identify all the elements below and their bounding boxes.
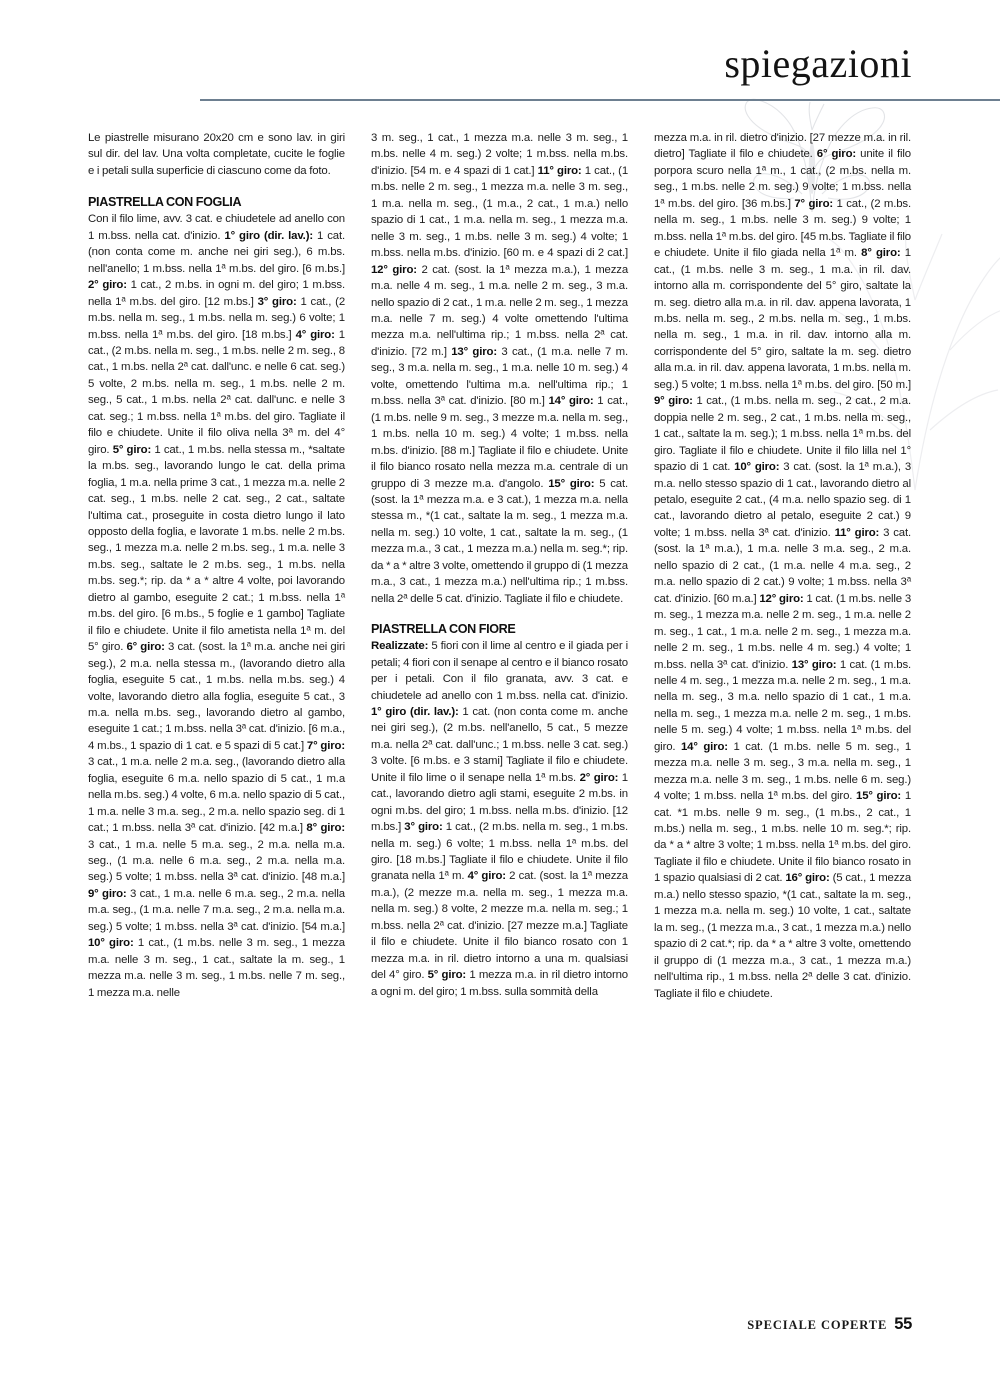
foglia-instructions: Con il filo lime, avv. 3 cat. e chiudetele ad anello con 1 m.bss. nella cat. d'inizio. 1° giro (dir. lav.): 1 cat. (non conta come m. anche nei giri seg.), 6 m.bs. nell'anello; 1 m.bss. nella 1$^a$ m.bs. del giro. [6 m.bs.] 2° giro: 1 cat., 2 m.bs. in ogni m. del giro; 1 m.bss. nella 1$^a$ m.bs. del giro. [12 m.bs.] 3° giro: 1 cat., (2 m.bs. nella m. seg., 1 m.bs. nella m. seg.) 6 volte; 1 m.bss. nella 1$^a$ m.bs. del giro. [18 m.bs.] 4° giro: 1 cat., (2 m.bs. nella m. seg., 1 m.bs. nelle 2 m. seg., 8 cat., 1 m.bs. nella 2$^a$ cat. dall'unc. e nelle 6 cat. seg.) 5 volte, 2 m.bs. nella m. seg., 1 m.bs. nelle 2 m. seg., 5 cat., 1 m.bs. nella 2$^a$ cat. dall'unc. e nelle 3 cat. seg.; 1 m.bss. nella 1$^a$ m.bs. del giro. Tagliate il filo e chiudete. Unite il filo oliva nella 3$^a$ m. del 4° giro. 5° giro: 1 cat., 1 m.bs. nella stessa m., *saltate la m.bs. seg., lavorando lungo le cat. della prima foglia, 1 m.a. nella prime 3 cat., 1 mezza m.a. nelle 2 cat. seg., 1 m.bs. nelle 2 cat. seg., 2 cat., saltate l'ultima cat., proseguite in costa dietro lungo il lato opposto della foglia, e lavorate 1 m.bs. nelle 2 m.bs. seg., 1 mezza m.a. nelle 2 m.bs. seg., 1 m.a. nelle 3 m.bs. seg., saltate le 2 m.bs. seg., 1 m.bs. nella m.bs. seg.*; rip. da * a * altre 4 volte, poi lavorando dietro al gambo, eseguite 2 cat.; 1 m.bss. nella 1$^a$ m.bs. del giro. [6 m.bs., 5 foglie e 1 gambo] Tagliate il filo e chiudete. Unite il filo ametista nella 1$^a$ m. del 5° giro. 6° giro: 3 cat. (sost. la 1$^a$ m.a. anche nei giri seg.), 2 m.a. nella stessa m., (lavorando dietro alla foglia, eseguite 5 cat., 1 m.bs. nella m.bs. seg.) 4 volte, lavorando dietro alla foglia, eseguite 5 cat., 3 m.a. nella m.bs. seg., lavorando dietro al gambo, eseguite 1 cat.; 1 m.bss. nella 3$^a$ cat. d'inizio. [6 m.a., 4 m.bs., 1 spazio di 1 cat. e 5 spazi di 5 cat.] 7° giro: 3 cat., 1 m.a. nelle 2 m.a. seg., (lavorando dietro alla foglia, eseguite 6 m.a. nello spazio di 5 cat., 1 m.a nella m.bs. seg.) 4 volte, 6 m.a. nello spazio di 5 cat., 1 m.a. nelle 3 m.a. seg., 2 m.a. nello spazio seg. di 1 cat.; 1 m.bss. nella 3$^a$ cat. d'inizio. [42 m.a.] 8° giro: 3 cat., 1 m.a. nelle 5 m.a. seg., 2 m.a. nella m.a. seg., (1 m.a. nelle 6 m.a. seg., 2 m.a. nella m.a. seg.) 5 volte; 1 m.bss. nella 3$^a$ cat. d'inizio. [48 m.a.] 9° giro: 3 cat., 1 m.a. nelle 6 m.a. seg., 2 m.a. nella m.a. seg., (1 m.a. nelle 7 m.a. seg., 2 m.a. nella m.a. seg.) 5 volte; 1 m.bss. nella 3$^a$ cat. d'inizio. [54 m.a.] 10° giro: 1 cat., (1 m.bs. nelle 3 m. seg., 1 mezza m.a. nelle 3 m. seg., 1 cat., saltate la m. seg., 1 mezza m.a. nelle 3 m. seg., 1 m.bs. nelle 7 m. seg., 1 mezza m.a. nelle	[88, 213, 346, 999]
foglia-instructions-cont: 3 m. seg., 1 cat., 1 mezza m.a. nelle 3 m. seg., 1 m.bs. nelle 4 m. seg.) 2 volte; 1 m.bss. nella m.bs. d'inizio. [54 m. e 4 spazi di 1 cat.] 11° giro: 1 cat., (1 m.bs. nelle 2 m. seg., 1 mezza m.a. nelle 3 m. seg., 1 m.a. nella m. seg., (1 m.a., 2 cat., 1 m.a.) nello spazio di 1 cat., 1 m.a. nella m. seg., 1 mezza m.a. nelle 3 m. seg., 1 m.bs. nelle 3 m. seg.) 4 volte; 1 m.bss. nella m.bs. d'inizio. [60 m. e 4 spazi di 2 cat.] 12° giro: 2 cat. (sost. la 1$^a$ mezza m.a.), 1 mezza m.a. nelle 4 m. seg., 1 m.a. nelle 2 m. seg., 3 m.a. nello spazio di 2 cat., 1 m.a. nelle 2 m. seg., 1 mezza m.a. nelle 7 m. seg.) 4 volte omettendo l'ultima mezza m.a. nell'ultima rip.; 1 m.bss. nella 2$^a$ cat. d'inizio. [72 m.] 13° giro: 3 cat., (1 m.a. nelle 7 m. seg., 3 m.a. nella m. seg., 1 m.a. nelle 10 m. seg.) 4 volte, omettendo l'ultima m.a. nell'ultima rip.; 1 m.bss. nella 3$^a$ cat. d'inizio. [80 m.] 14° giro: 1 cat., (1 m.bs. nelle 9 m. seg., 3 mezze m.a. nella m. seg., 1 m.bs. nella 10 m. seg.) 4 volte; 1 m.bss. nella m.bs. d'inizio. [88 m.] Tagliate il filo e chiudete. Unite il filo bianco rosato nella mezza m.a. centrale di un gruppo di 3 mezze m.a. d'angolo. 15° giro: 5 cat. (sost. la 1$^a$ mezza m.a. e 3 cat.), 1 mezza m.a. nella stessa m., *(1 cat., saltate la m. seg., 1 mezza m.a. nella m. seg.) 10 volte, 1 cat., saltate la m. seg., (1 mezza m.a., 3 cat., 1 mezza m.a.) nella m. seg.*; rip. da * a * altre 3 volte, omettendo il gruppo di (1 mezza m.a., 3 cat., 1 mezza m.a.) nell'ultima rip.; 1 m.bss. nella 2$^a$ delle 5 cat. d'inizio. Tagliate il filo e chiudete.	[371, 132, 629, 605]
column-3-text	[654, 130, 911, 1002]
heading-piastrella-con-foglia: PIASTRELLA CON FOGLIA	[88, 195, 242, 210]
column-1	[88, 130, 345, 1290]
intro-paragraph: Le piastrelle misurano 20x20 cm e sono lav. in giri sul dir. del lav. Una volta completate, cucite le foglie e i petali sulla superficie di ciascuno come da foto.	[88, 132, 345, 177]
column-1-text	[88, 130, 345, 1001]
heading-piastrella-con-fiore: PIASTRELLA CON FIORE	[371, 622, 516, 637]
page-masthead	[0, 0, 1000, 120]
page-title: spiegazioni	[724, 41, 912, 86]
fiore-instructions: Realizzate: 5 fiori con il lime al centro e il giada per i petali; 4 fiori con il senape al centro e il bianco rosato per i petali. Con il filo granata, avv. 3 cat. e chiudetele ad anello con 1 m.bss. nella cat. d'inizio. 1° giro (dir. lav.): 1 cat. (non conta come m. anche nei giri seg.), (2 m.bs. nell'anello, 5 cat., 5 mezze m.a. nella 2$^a$ cat. dall'unc.; 1 m.bss. nelle 3 cat. seg.) 3 volte. [6 m.bs. e 3 stami] Tagliate il filo e chiudete. Unite il filo lime o il senape nella 1$^a$ m.bs. 2° giro: 1 cat., lavorando dietro agli stami, eseguite 2 m.bs. in ogni m.bs. del giro; 1 m.bss. nella m.bs. d'inizio. [12 m.bs.] 3° giro: 1 cat., (2 m.bs. nella m. seg., 1 m.bs. nella m. seg.) 6 volte; 1 m.bss. nella 1$^a$ m.bs. del giro. [18 m.bs.] Tagliate il filo e chiudete. Unite il filo granata nella 1$^a$ m. 4° giro: 2 cat. (sost. la 1$^a$ mezza m.a.), (2 mezze m.a. nella m. seg., 1 mezza m.a. nella m. seg.) 8 volte, 2 mezze m.a. nella m. seg.; 1 m.bss. nella 2$^a$ cat. d'inizio. [27 mezze m.a.] Tagliate il filo e chiudete. Unite il filo bianco rosato con 1 mezza m.a. in ril. dietro intorno a una m. qualsiasi del 4° giro. 5° giro: 1 mezza m.a. in ril dietro intorno a ogni m. del giro; 1 m.bss. sulla sommità della	[371, 640, 628, 998]
page-number: 55	[894, 1315, 912, 1333]
column-2	[371, 130, 628, 1290]
page-footer	[747, 1315, 912, 1334]
publication-name: SPECIALE COPERTE	[747, 1318, 888, 1332]
fiore-instructions-cont: mezza m.a. in ril. dietro d'inizio. [27 mezze m.a. in ril. dietro] Tagliate il filo e chiudete. 6° giro: unite il filo porpora scuro nella 1$^a$ m., 1 cat., (2 m.bs. nella m. seg., 1 m.bs. nelle 2 m. seg.) 9 volte; 1 m.bss. nella 1$^a$ m.bs. del giro. [36 m.bs.] 7° giro: 1 cat., (2 m.bs. nella m. seg., 1 m.bs. nelle 3 m. seg.) 9 volte; 1 m.bss. nella 1$^a$ m.bs. del giro. [45 m.bs. Tagliate il filo e chiudete. Unite il filo giada nella 1$^a$ m. 8° giro: 1 cat., (1 m.bs. nelle 3 m. seg., 1 m.a. in ril. dav. intorno alla m. corrispondente del 5° giro, saltate la m. seg. dietro alla m.a. in ril. dav. appena lavorata, 1 m.bs. nella m. seg., 2 m.bs. nella m. seg., 1 m.bs. nella m. seg., 1 m.a. in ril. dav. intorno alla m. corrispondente del 5° giro, saltate la m. seg. dietro alla m.a. in ril. dav. appena lavorata, 1 m.bs. nella m. seg.) 5 volte; 1 m.bss. nella 1$^a$ m.bs. del giro. [50 m.] 9° giro: 1 cat., (1 m.bs. nella m. seg., 2 cat., 2 m.a. doppia nelle 2 m. seg., 2 cat., 1 m.bs. nella m. seg., 1 cat., saltate la m. seg.); 1 m.bss. nella 1$^a$ m.bs. del giro. Tagliate il filo e chiudete. Unite il filo lilla nel 1° spazio di 1 cat. 10° giro: 3 cat. (sost. la 1$^a$ m.a.), 3 m.a. nello stesso spazio di 1 cat., lavorando dietro al petalo, eseguite 2 cat., (4 m.a. nello spazio seg. di 1 cat., lavorando dietro al petalo, eseguite 2 cat.) 9 volte; 1 m.bss. nella 3$^a$ cat. d'inizio. 11° giro: 3 cat. (sost. la 1$^a$ m.a.), 1 m.a. nelle 3 m.a. seg., 2 m.a. nello spazio di 2 cat., (1 m.a. nelle 4 m.a. seg., 2 m.a. nello spazio di 2 cat.) 9 volte; 1 m.bss. nella 3$^a$ cat. d'inizio. [60 m.a.] 12° giro: 1 cat. (1 m.bs. nelle 3 m. seg., 1 mezza m.a. nelle 2 m. seg., 1 m.a. nelle 2 m. seg., 1 cat., 1 m.a. nelle 2 m. seg., 1 mezza m.a. nelle 2 m. seg., 1 m.bs. nelle 4 m. seg.) 4 volte; 1 m.bss. nella 3$^a$ cat. d'inizio. 13° giro: 1 cat. (1 m.bs. nelle 4 m. seg., 1 mezza m.a. nelle 2 m. seg., 1 m.a. nella m. seg., 3 m.a. nello spazio di 1 cat., 1 m.a. nella m. seg., 1 mezza m.a. nelle 2 m. seg., 1 m.bs. nelle 5 m. seg.) 4 volte; 1 m.bss. nella 1$^a$ m.bs. del giro. 14° giro: 1 cat. (1 m.bs. nelle 5 m. seg., 1 mezza m.a. nelle 3 m. seg., 3 m.a. nella m. seg., 1 mezza m.a. nelle 3 m. seg., 1 m.bs. nelle 6 m. seg.) 4 volte; 1 m.bss. nella 1$^a$ m.bs. del giro. 15° giro: 1 cat. *1 m.bs. nelle 9 m. seg., (1 m.bs., 2 cat., 1 m.bs.) nella m. seg., 1 m.bs. nelle 10 m. seg.*; rip. da * a * altre 3 volte; 1 m.bss. nella 1$^a$ m.bs. del giro. Tagliate il filo e chiudete. Unite il filo bianco rosato in 1 spazio qualsiasi di 2 cat. 16° giro: (5 cat., 1 mezza m.a.) nello stesso spazio, *(1 cat., saltate la m. seg., 1 mezza m.a. nella m. seg.) 10 volte, 1 cat., saltate la m. seg., (1 mezza m.a., 3 cat., 1 mezza m.a.) nello spazio di 2 cat.*; rip. da * a * altre 3 volte, omettendo il gruppo di (1 mezza m.a., 3 cat., 1 mezza m.a.) nell'ultima rip., 1 m.bss. nella 2$^a$ delle 3 cat. d'inizio. Tagliate il filo e chiudete.	[654, 132, 912, 1000]
masthead-divider	[200, 99, 1000, 101]
column-2-text	[371, 130, 628, 1000]
article-columns	[88, 130, 912, 1290]
column-3	[654, 130, 911, 1290]
